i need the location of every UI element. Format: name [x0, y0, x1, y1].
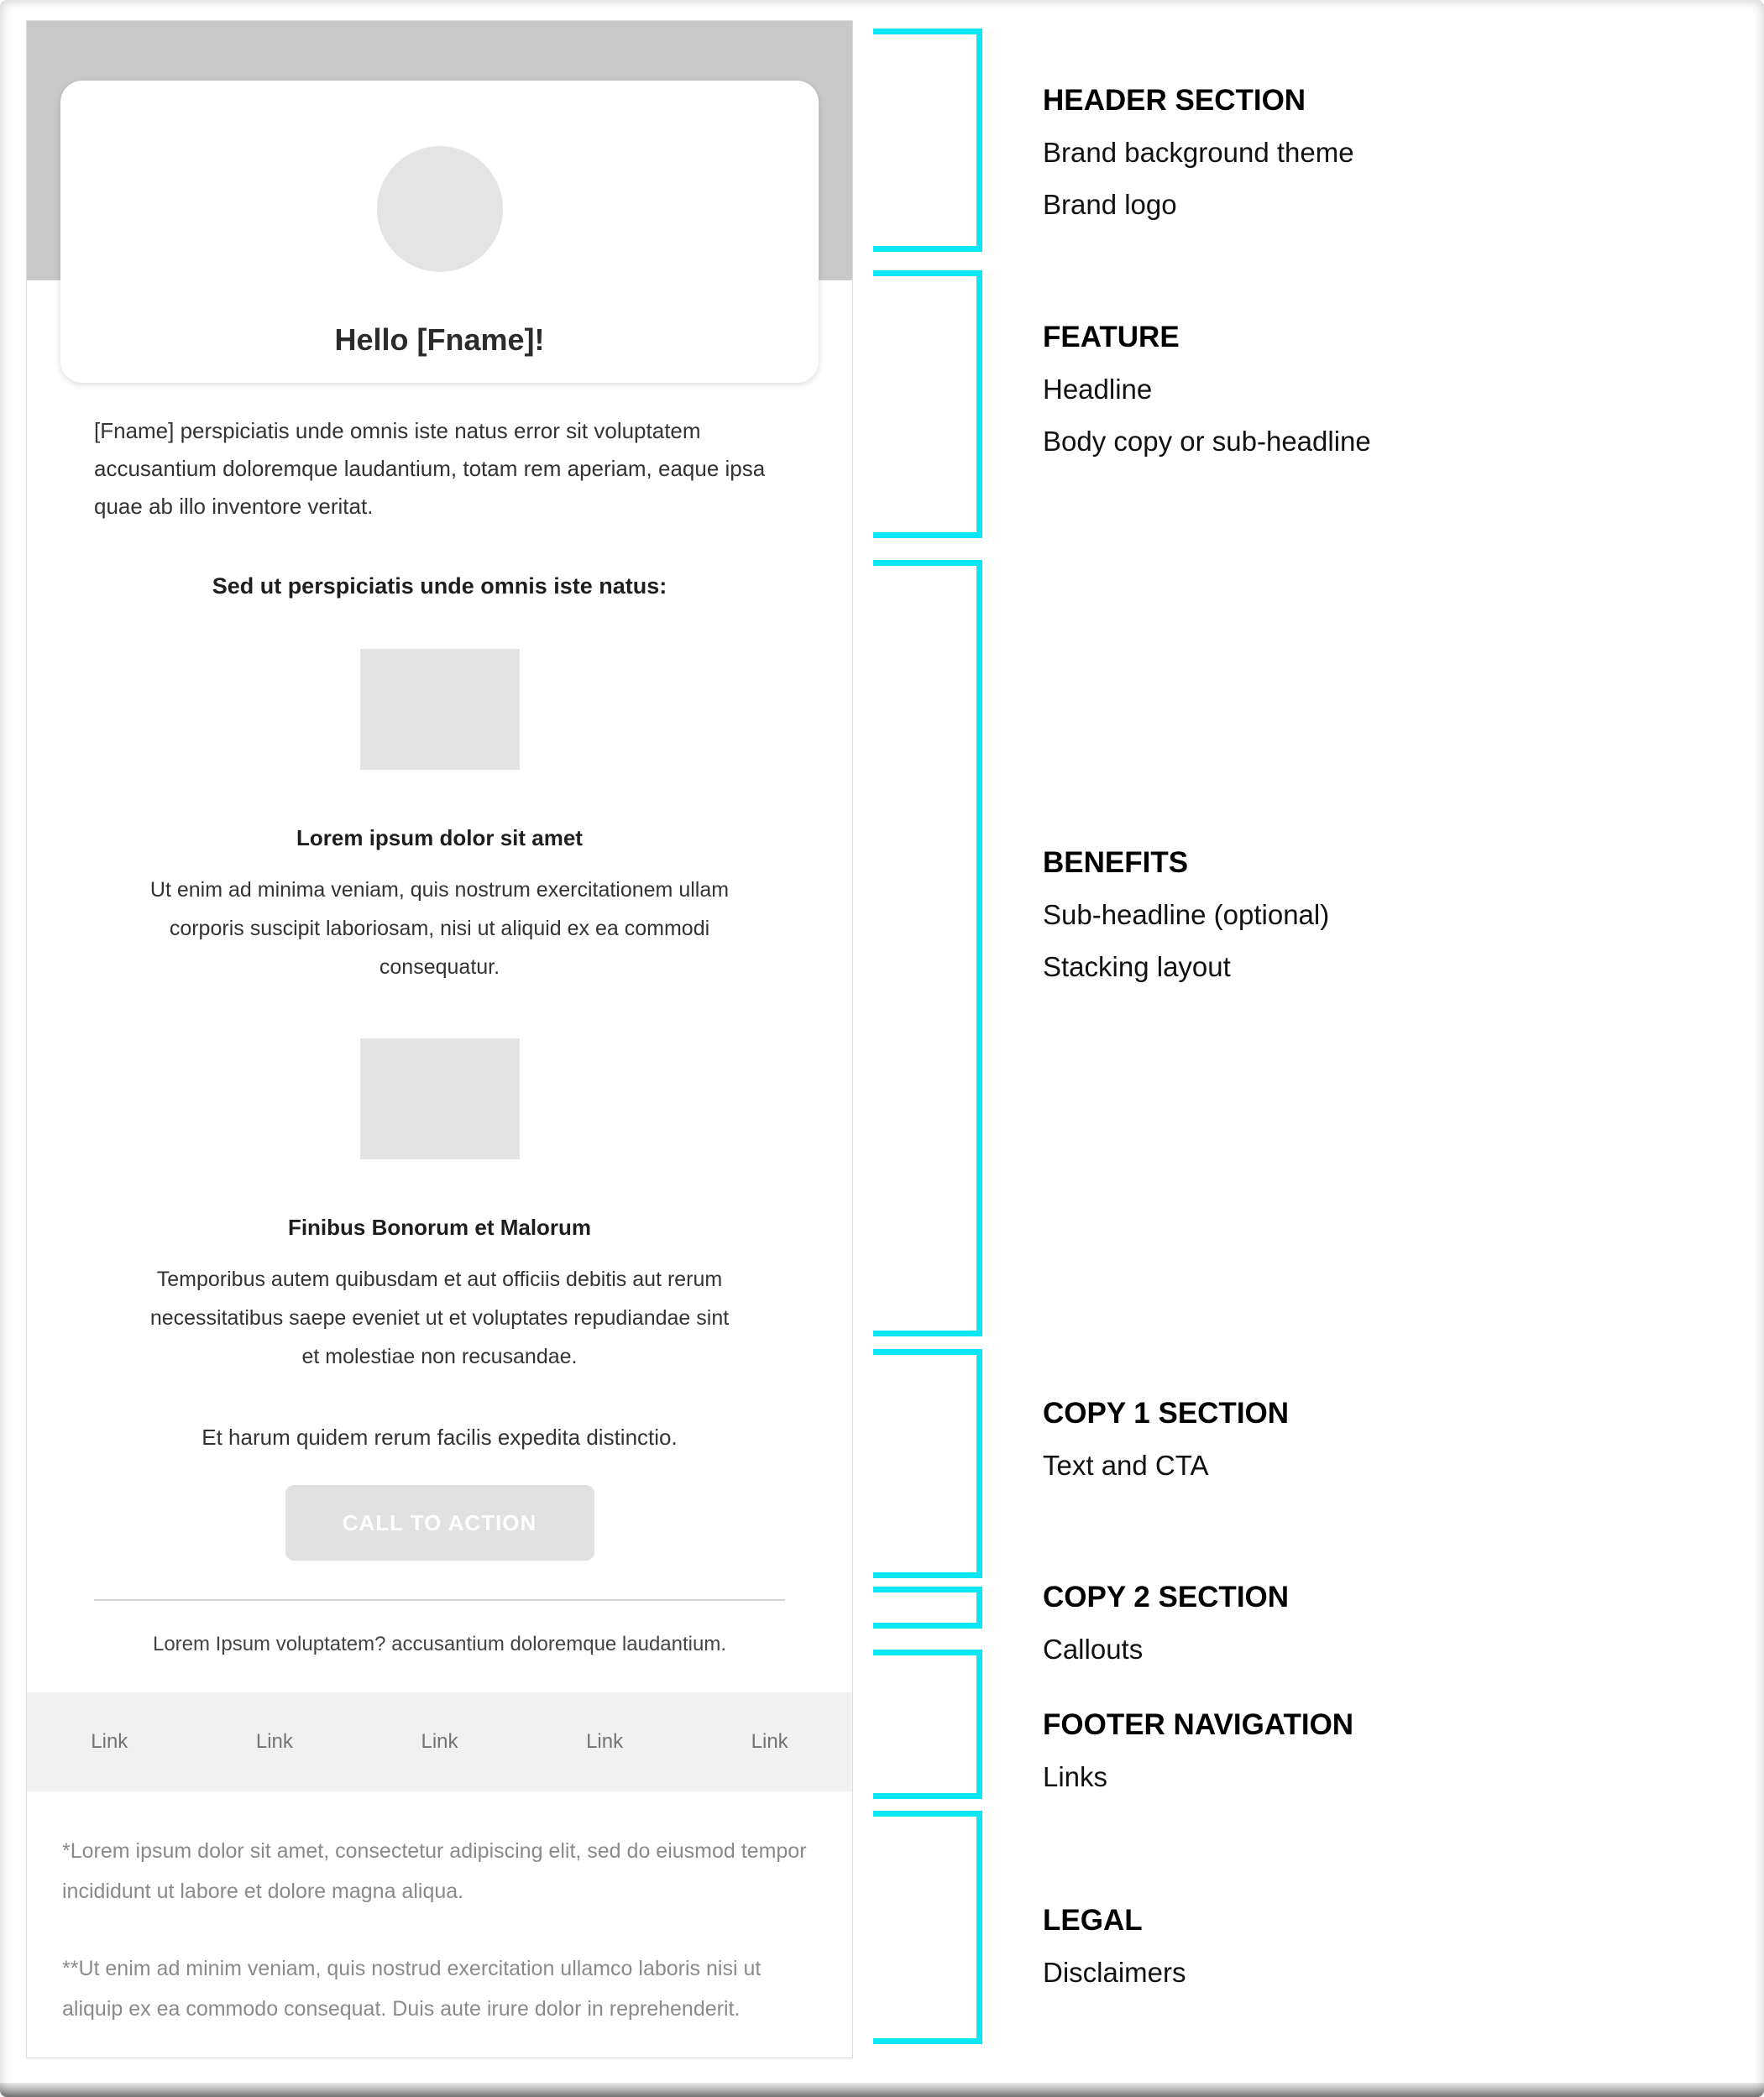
- benefit-body: Temporibus autem quibusdam et aut officiis debitis aut rerum necessitatibus saepe eveniet ut et voluptates repudiandae sint et molestiae non recusandae.: [149, 1268, 730, 1368]
- copy2-callout: Lorem Ipsum voluptatem? accusantium doloremque laudantium.: [152, 1633, 727, 1655]
- greeting-headline: Hello [Fname]!: [334, 322, 545, 357]
- feature-body-copy: [Fname] perspiciatis unde omnis iste natus error sit voluptatem accusantium doloremque laudantium, totam rem aperiam, eaque ipsa quae ab illo inventore veritat.: [94, 418, 766, 519]
- brand-logo-placeholder-icon: [377, 146, 503, 272]
- annotation-title: COPY 1 SECTION: [1043, 1397, 1290, 1430]
- header-brand-background: [27, 21, 852, 357]
- annotation-line: Headline: [1043, 374, 1153, 405]
- annotation-title: LEGAL: [1043, 1904, 1143, 1937]
- benefit-image-placeholder: [360, 1038, 520, 1159]
- annotation-feature: [1043, 317, 1664, 473]
- section-bracket-legal: [873, 1811, 982, 2044]
- annotation-line: Text and CTA: [1043, 1450, 1209, 1481]
- section-bracket-benefits: [873, 560, 982, 1336]
- footer-navigation-bar: [27, 1692, 852, 1791]
- annotation-copy1-section: [1043, 1394, 1664, 1498]
- screenshot-bottom-shadow: [0, 2083, 1764, 2097]
- section-bracket-feature: [873, 270, 982, 538]
- brand-logo-card: [60, 81, 819, 383]
- annotation-legal: [1043, 1901, 1664, 2005]
- footer-nav-link[interactable]: Link: [751, 1730, 788, 1753]
- footer-nav-link[interactable]: Link: [586, 1730, 624, 1753]
- section-bracket-copy2: [873, 1587, 982, 1629]
- section-bracket-footer-nav: [873, 1650, 982, 1799]
- annotation-line: Brand logo: [1043, 189, 1177, 220]
- email-template-card: [26, 20, 853, 2058]
- footer-nav-link[interactable]: Link: [255, 1730, 293, 1753]
- section-bracket-copy1: [873, 1349, 982, 1578]
- benefit-body: Ut enim ad minima veniam, quis nostrum exercitationem ullam corporis suscipit laboriosam, nisi ut aliquid ex ea commodi consequatur.: [149, 878, 730, 979]
- annotation-line: Sub-headline (optional): [1043, 899, 1330, 930]
- annotation-copy2-section: [1043, 1577, 1664, 1681]
- legal-disclaimer: **Ut enim ad minim veniam, quis nostrud exercitation ullamco laboris nisi ut aliquip ex ea commodo consequat. Duis aute irure dolor in reprehenderit.: [62, 1957, 762, 2021]
- annotation-benefits: [1043, 843, 1664, 999]
- annotation-header-section: [1043, 81, 1664, 237]
- benefits-subheadline: Sed ut perspiciatis unde omnis iste natus:: [212, 573, 667, 599]
- section-bracket-header: [873, 29, 982, 252]
- legal-disclaimer: *Lorem ipsum dolor sit amet, consectetur adipiscing elit, sed do eiusmod tempor incididunt ut labore et dolore magna aliqua.: [62, 1839, 807, 1903]
- annotation-footer-navigation: [1043, 1705, 1664, 1809]
- annotation-line: Body copy or sub-headline: [1043, 426, 1371, 457]
- footer-nav-link[interactable]: Link: [91, 1730, 128, 1753]
- section-divider: [94, 1599, 785, 1601]
- annotation-title: FOOTER NAVIGATION: [1043, 1708, 1354, 1741]
- copy1-text: Et harum quidem rerum facilis expedita distinctio.: [202, 1425, 678, 1450]
- benefit-title: Finibus Bonorum et Malorum: [287, 1215, 592, 1240]
- footer-nav-link[interactable]: Link: [421, 1730, 458, 1753]
- annotation-title: COPY 2 SECTION: [1043, 1581, 1290, 1613]
- benefit-image-placeholder: [360, 649, 520, 770]
- annotation-title: FEATURE: [1043, 321, 1180, 353]
- annotation-line: Stacking layout: [1043, 951, 1231, 982]
- benefit-title: Lorem ipsum dolor sit amet: [296, 825, 583, 850]
- legal-section: [62, 1831, 817, 2066]
- annotation-line: Disclaimers: [1043, 1957, 1186, 1988]
- annotation-line: Callouts: [1043, 1634, 1144, 1665]
- annotation-line: Brand background theme: [1043, 137, 1354, 168]
- annotation-line: Links: [1043, 1761, 1108, 1792]
- annotation-title: HEADER SECTION: [1043, 84, 1306, 117]
- call-to-action-button[interactable]: CALL TO ACTION: [285, 1485, 594, 1561]
- annotation-title: BENEFITS: [1043, 846, 1189, 879]
